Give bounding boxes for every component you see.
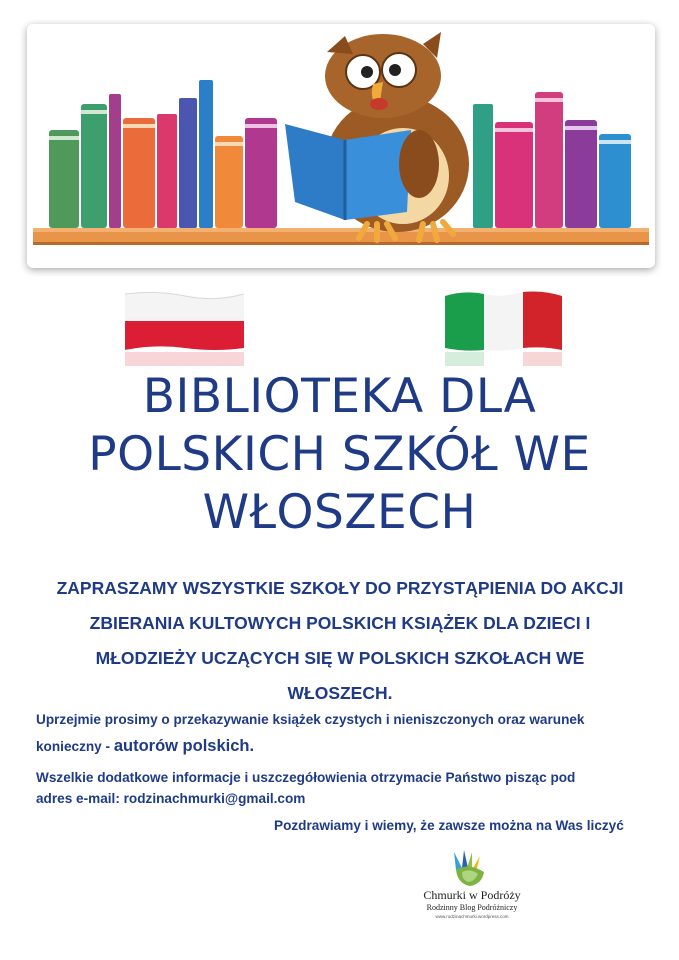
title-line-1: BIBLIOTEKA DLA: [142, 369, 537, 424]
title-line-2: POLSKICH SZKÓŁ WE: [88, 427, 591, 482]
condition-emphasis: autorów polskich.: [113, 737, 255, 755]
lead-paragraph: [30, 571, 650, 711]
title-line-3: WŁOSZECH: [202, 485, 477, 540]
lead-line-2: ZBIERANIA KULTOWYCH POLSKICH KSIĄŻEK DLA DZIECI I: [89, 613, 591, 633]
bookshelf-owl-illustration: [27, 24, 655, 268]
italy-flag-reflection: [445, 352, 562, 366]
lead-line-1: ZAPRASZAMY WSZYSTKIE SZKOŁY DO PRZYSTĄPIENIA DO AKCJI: [56, 578, 624, 598]
bookshelf-owl-icon: [27, 24, 655, 268]
italy-flag-icon: [445, 290, 562, 352]
request-text: Uprzejmie prosimy o przekazywanie książek czystych i nieniszczonych oraz warunek: [36, 712, 585, 727]
page-title: [0, 368, 679, 542]
condition-text-start: konieczny -: [36, 739, 114, 754]
poland-flag-reflection: [125, 352, 244, 366]
email-text[interactable]: adres e-mail: rodzinachmurki@gmail.com: [36, 791, 306, 806]
poland-flag-icon: [125, 290, 244, 352]
logo-url[interactable]: www.rodzinachmurki.wordpress.com: [435, 914, 509, 919]
greeting-text: Pozdrawiamy i wiemy, że zawsze można na Was liczyć: [274, 818, 624, 833]
condition-text: [36, 737, 254, 756]
lead-line-3: MŁODZIEŻY UCZĄCYCH SIĘ W POLSKICH SZKOŁACH WE: [95, 648, 585, 668]
logo-name: Chmurki w Podróży: [423, 888, 521, 902]
info-text: Wszelkie dodatkowe informacje i uszczegółowienia otrzymacie Państwo pisząc pod: [36, 770, 576, 785]
logo-subtitle: Rodzinny Blog Podróżniczy: [426, 903, 518, 912]
lead-line-4: WŁOSZECH.: [287, 683, 393, 703]
